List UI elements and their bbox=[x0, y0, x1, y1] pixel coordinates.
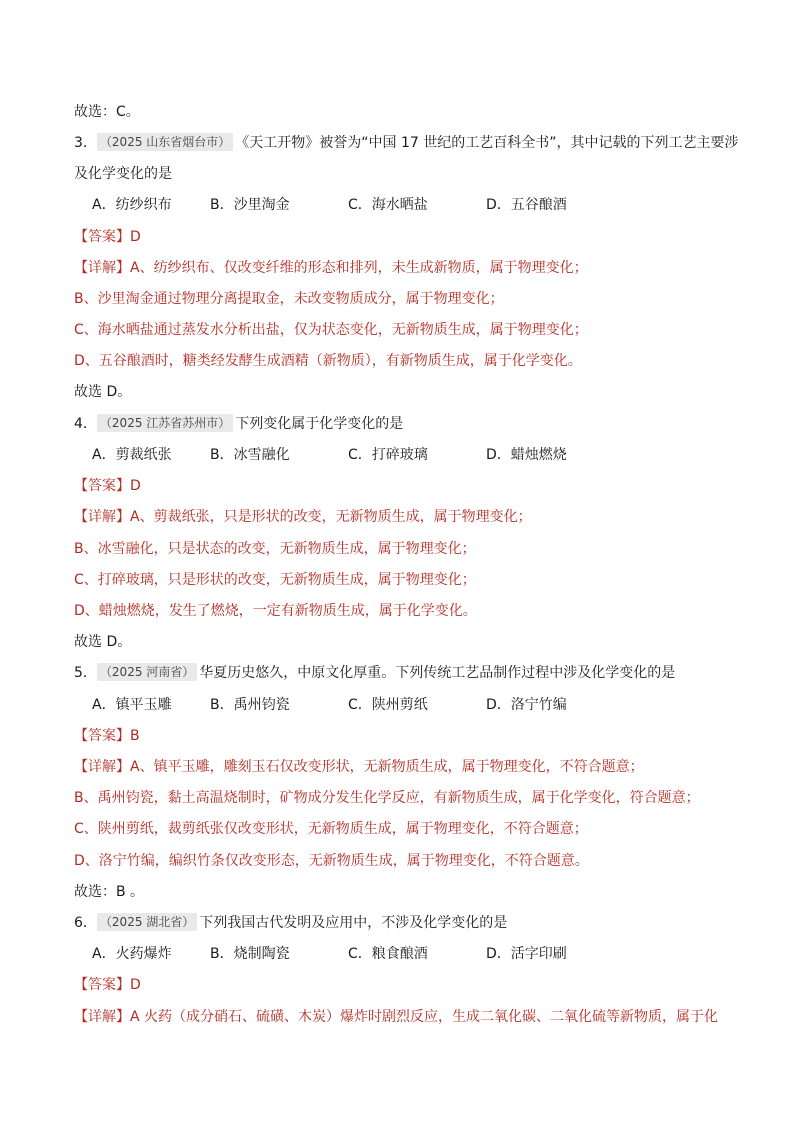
question-text: 《天工开物》被誉为“中国 17 世纪的工艺百科全书”，其中记载的下列工艺主要涉 bbox=[235, 135, 739, 151]
source-tag: （2025 河南省） bbox=[97, 663, 197, 681]
answer-line bbox=[74, 726, 140, 746]
option-c: C．陕州剪纸 bbox=[348, 697, 428, 713]
explanation-line: C、打碎玻璃，只是形状的改变，无新物质生成，属于物理变化； bbox=[74, 572, 476, 588]
answer-value: D bbox=[130, 229, 141, 245]
option-b: B．冰雪融化 bbox=[210, 447, 290, 463]
answer-value: B bbox=[130, 728, 140, 744]
explain-label: 【详解】 bbox=[74, 509, 130, 525]
explanation-line: C、陕州剪纸，裁剪纸张仅改变形状，无新物质生成，属于物理变化，不符合题意； bbox=[74, 821, 588, 837]
question-text: 华夏历史悠久，中原文化厚重。下列传统工艺品制作过程中涉及化学变化的是 bbox=[199, 665, 676, 681]
explain-label: 【详解】 bbox=[74, 260, 130, 276]
option-c: C．打碎玻璃 bbox=[348, 447, 428, 463]
option-d: D．蜡烛燃烧 bbox=[486, 447, 567, 463]
option-c: C．海水晒盐 bbox=[348, 197, 428, 213]
option-a: A．镇平玉雕 bbox=[92, 697, 172, 713]
conclusion: 故选 D。 bbox=[74, 384, 132, 400]
question-number: 3． bbox=[74, 135, 97, 151]
explanation-line: D、洛宁竹编，编织竹条仅改变形态，无新物质生成，属于物理变化，不符合题意。 bbox=[74, 853, 589, 869]
explain-label: 【详解】 bbox=[74, 759, 130, 775]
option-d: D．洛宁竹编 bbox=[486, 697, 567, 713]
conclusion: 故选：B 。 bbox=[74, 884, 145, 900]
option-b: B．禹州钧瓷 bbox=[210, 697, 290, 713]
answer-line bbox=[74, 227, 141, 247]
source-tag: （2025 山东省烟台市） bbox=[97, 133, 233, 151]
option-a: A．纺纱织布 bbox=[92, 197, 172, 213]
answer-label: 【答案】 bbox=[74, 728, 130, 744]
question-text: 下列我国古代发明及应用中，不涉及化学变化的是 bbox=[199, 915, 508, 931]
question-4-stem bbox=[74, 414, 403, 434]
answer-label: 【答案】 bbox=[74, 977, 130, 993]
source-tag: （2025 湖北省） bbox=[97, 913, 197, 931]
option-b: B．沙里淘金 bbox=[210, 197, 290, 213]
option-b: B．烧制陶瓷 bbox=[210, 946, 290, 962]
answer-line bbox=[74, 975, 141, 995]
prev-conclusion: 故选：C。 bbox=[74, 104, 140, 120]
option-a: A．剪裁纸张 bbox=[92, 447, 172, 463]
explanation-line: B、禹州钧瓷，黏土高温烧制时，矿物成分发生化学反应，有新物质生成，属于化学变化，符合题意； bbox=[74, 790, 700, 806]
explanation-line: D、五谷酿酒时，糖类经发酵生成酒精（新物质），有新物质生成，属于化学变化。 bbox=[74, 353, 582, 369]
question-3-stem-cont: 及化学变化的是 bbox=[74, 166, 172, 182]
answer-label: 【答案】 bbox=[74, 229, 130, 245]
explanation-line: 【详解】A、纺纱织布、仅改变纤维的形态和排列，未生成新物质，属于物理变化； bbox=[74, 260, 588, 276]
explanation-line: C、海水晒盐通过蒸发水分析出盐，仅为状态变化，无新物质生成，属于物理变化； bbox=[74, 322, 588, 338]
question-text: 下列变化属于化学变化的是 bbox=[235, 416, 404, 432]
question-number: 6． bbox=[74, 915, 97, 931]
answer-line bbox=[74, 476, 141, 496]
explanation-line: B、冰雪融化，只是状态的改变，无新物质生成，属于物理变化； bbox=[74, 541, 476, 557]
option-d: D．活字印刷 bbox=[486, 946, 567, 962]
answer-value: D bbox=[130, 478, 141, 494]
explanation-line: B、沙里淘金通过物理分离提取金，未改变物质成分，属于物理变化； bbox=[74, 291, 504, 307]
question-3-stem bbox=[74, 133, 739, 153]
explanation-line: 【详解】A、剪裁纸张，只是形状的改变，无新物质生成，属于物理变化； bbox=[74, 509, 532, 525]
conclusion: 故选 D。 bbox=[74, 634, 132, 650]
question-number: 5． bbox=[74, 665, 97, 681]
explanation-line: 【详解】A、镇平玉雕，雕刻玉石仅改变形状，无新物质生成，属于物理变化，不符合题意； bbox=[74, 759, 644, 775]
explain-label: 【详解】 bbox=[74, 1009, 130, 1025]
answer-label: 【答案】 bbox=[74, 478, 130, 494]
option-d: D．五谷酿酒 bbox=[486, 197, 567, 213]
explanation-line: 【详解】A 火药（成分硝石、硫磺、木炭）爆炸时剧烈反应，生成二氧化碳、二氧化硫等新物质，属于化 bbox=[74, 1009, 719, 1025]
answer-value: D bbox=[130, 977, 141, 993]
option-c: C．粮食酿酒 bbox=[348, 946, 428, 962]
question-5-stem bbox=[74, 663, 675, 683]
option-a: A．火药爆炸 bbox=[92, 946, 172, 962]
question-6-stem bbox=[74, 913, 507, 933]
explanation-line: D、蜡烛燃烧，发生了燃烧，一定有新物质生成，属于化学变化。 bbox=[74, 603, 477, 619]
question-number: 4． bbox=[74, 416, 97, 432]
source-tag: （2025 江苏省苏州市） bbox=[97, 414, 233, 432]
